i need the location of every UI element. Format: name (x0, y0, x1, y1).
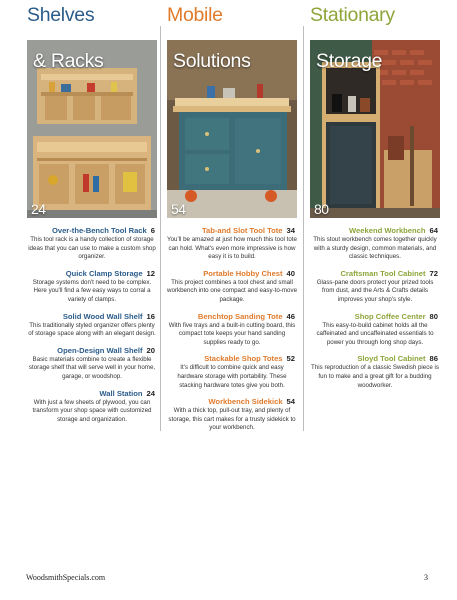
entry-title: Wall Station (99, 388, 143, 398)
entry-description: This project combines a tool chest and small workbench into one compact and easy-to-move package. (167, 278, 298, 303)
column-divider (303, 26, 304, 431)
entry-title: Solid Wood Wall Shelf (62, 311, 143, 321)
entry-title: Portable Hobby Chest (203, 268, 283, 278)
entry-page: 40 (286, 268, 295, 278)
list-item[interactable] (27, 346, 157, 382)
photo-page-number: 54 (171, 201, 186, 217)
mobile-solutions-photo (167, 40, 297, 218)
entry-title: Stackable Shop Totes (204, 354, 283, 364)
list-item[interactable] (310, 354, 440, 390)
entry-description: You'll be amazed at just how much this tool tote can hold. What's even more impressive is how easy it is to build. (167, 236, 297, 261)
section-mobile-solutions (167, 0, 298, 432)
entry-page: 20 (146, 345, 155, 355)
entry-title: Over-the-Bench Tool Rack (51, 226, 147, 235)
photo-overlay-title: & Racks (33, 50, 104, 72)
list-item[interactable] (310, 226, 440, 262)
entry-description: Basic materials combine to create a flexible storage shelf that will serve well in your home, garage, or woodshop. (28, 355, 156, 380)
entry-description: With a thick top, pull-out tray, and plenty of storage, this cart makes for a trusty sidekick to your workbench. (168, 407, 296, 432)
list-item[interactable] (27, 389, 157, 425)
entry-description: This traditionally styled organizer offers plenty of storage space along with an elegant design. (28, 321, 156, 338)
entry-title: Craftsman Tool Cabinet (340, 268, 426, 278)
photo-page-number: 24 (31, 201, 46, 217)
entry-page: 46 (286, 311, 295, 321)
entry-description: Glass-pane doors protect your prized tools from dust, and the Arts & Crafts details improves your shop's style. (316, 278, 434, 303)
list-item[interactable] (27, 269, 157, 305)
section-shelves-racks (27, 0, 157, 423)
list-item[interactable] (167, 269, 297, 305)
list-item[interactable] (167, 354, 297, 390)
entry-description: This reproduction of a classic Swedish piece is fun to make and a great gift for a budding woodworker. (311, 364, 439, 389)
list-item[interactable] (167, 226, 297, 262)
entry-page: 54 (286, 397, 295, 407)
list-item[interactable] (27, 312, 157, 339)
shelves-racks-photo (27, 40, 157, 218)
entry-title: Quick Clamp Storage (65, 268, 143, 278)
entry-description: This stout workbench comes together quickly with a sturdy design, common materials, and classic techniques. (313, 236, 437, 261)
entry-page: 16 (146, 311, 155, 321)
list-item[interactable] (167, 312, 297, 348)
entry-description: With five trays and a built-in cutting board, this compact tote keeps your hand sanding supplies ready to go. (168, 321, 296, 346)
entry-list (27, 226, 157, 431)
entry-description: Storage systems don't need to be complex. Here you'll find a few easy ways to corral a variety of clamps. (32, 278, 152, 303)
entry-page: 86 (429, 354, 438, 364)
entry-page: 6 (150, 226, 155, 235)
entry-page: 12 (146, 268, 155, 278)
section-heading: Stationary (310, 4, 395, 26)
entry-description: This easy-to-build cabinet holds all the caffeinated and uncaffeinated essentials to power you through long shop days. (316, 321, 434, 346)
list-item[interactable] (167, 397, 297, 433)
entry-title: Tab-and Slot Tool Tote (201, 226, 283, 235)
footer-page-number: 3 (424, 573, 428, 582)
section-stationary-storage (310, 0, 440, 389)
entry-page: 34 (286, 226, 295, 235)
entry-title: Open-Design Wall Shelf (57, 345, 143, 355)
column-divider (160, 26, 161, 431)
entry-title: Workbench Sidekick (208, 397, 283, 407)
entry-title: Benchtop Sanding Tote (197, 311, 283, 321)
entry-title: Shop Coffee Center (354, 311, 426, 321)
entry-description: With just a few sheets of plywood, you can transform your shop space with customized storage and organization. (32, 398, 152, 423)
list-item[interactable] (310, 269, 440, 305)
list-item[interactable] (27, 226, 157, 262)
photo-page-number: 80 (314, 201, 329, 217)
entry-description: It's difficult to combine quick and easy hardware storage with portability. These stacking hardware totes give you both. (177, 364, 287, 389)
entry-list (167, 226, 297, 440)
entry-description: This tool rack is a handy collection of storage ideas that you can use to make a custom shop organizer. (28, 236, 156, 261)
entry-page: 64 (429, 226, 438, 235)
section-heading: Mobile (167, 4, 223, 26)
entry-title: Sloyd Tool Cabinet (357, 354, 426, 364)
entry-list (310, 226, 440, 397)
entry-page: 24 (146, 388, 155, 398)
entry-page: 72 (429, 268, 438, 278)
list-item[interactable] (310, 312, 440, 348)
photo-overlay-title: Solutions (173, 50, 251, 72)
entry-page: 52 (286, 354, 295, 364)
photo-overlay-title: Storage (316, 50, 383, 72)
entry-title: Weekend Workbench (349, 226, 426, 235)
footer-site-url[interactable]: WoodsmithSpecials.com (26, 573, 106, 582)
entry-page: 80 (429, 311, 438, 321)
section-heading: Shelves (27, 4, 95, 26)
stationary-storage-photo (310, 40, 440, 218)
